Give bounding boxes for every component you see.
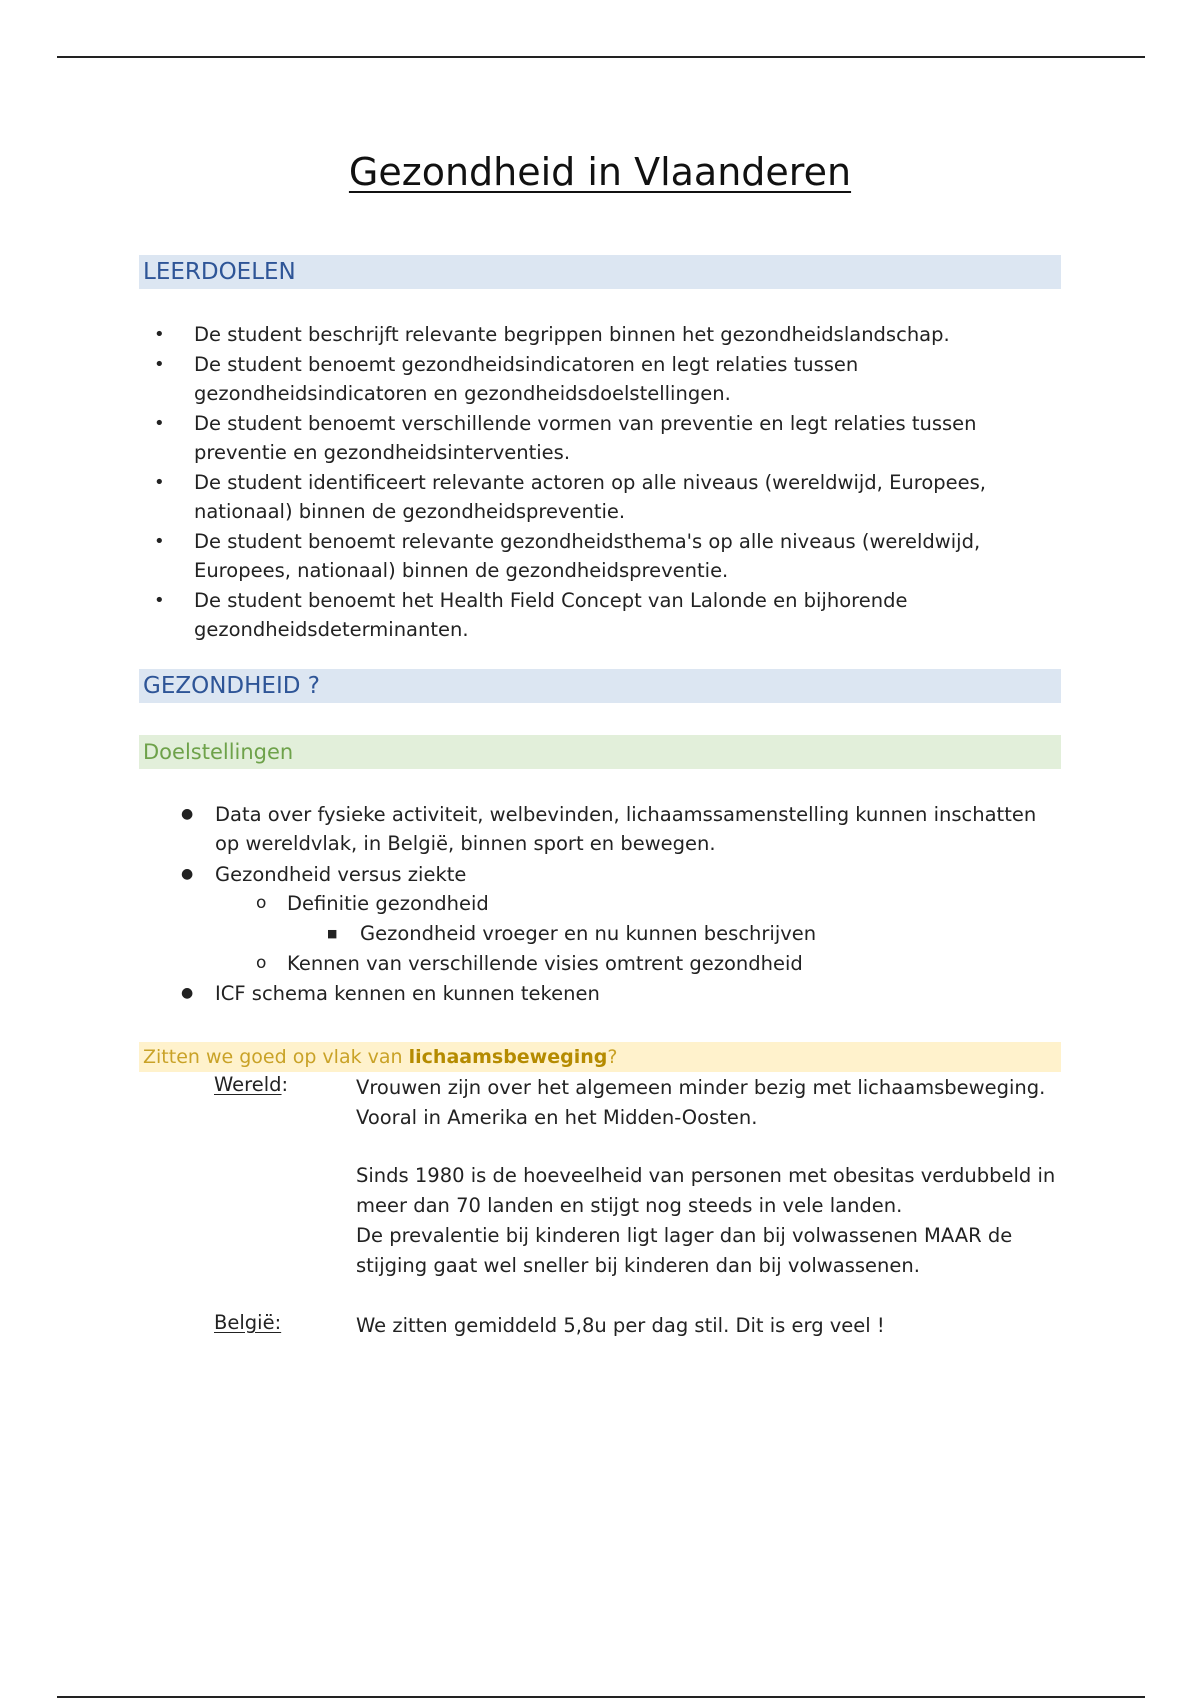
list-item: • De student benoemt het Health Field Concept van Lalonde en bijhorende gezondheidsdeterminanten. — [154, 586, 1034, 645]
section-heading-leerdoelen: LEERDOELEN — [139, 255, 1061, 289]
list-item: • De student beschrijft relevante begrippen binnen het gezondheidslandschap. — [154, 320, 1034, 350]
leerdoelen-list — [154, 320, 1034, 645]
belgie-paragraph: We zitten gemiddeld 5,8u per dag stil. Dit is erg veel ! — [356, 1314, 885, 1337]
wereld-label-colon: : — [281, 1073, 289, 1096]
subsection-heading-lichaamsbeweging — [139, 1042, 1061, 1072]
list-item: • De student benoemt verschillende vormen van preventie en legt relaties tussen preventie en gezondheidsinterventies. — [154, 409, 1034, 468]
bottom-rule — [57, 1696, 1145, 1698]
heading-highlight: lichaamsbeweging — [408, 1046, 608, 1068]
wereld-paragraph-2: Sinds 1980 is de hoeveelheid van personen met obesitas verdubbeld in meer dan 70 landen en stijgt nog steeds in vele landen. — [356, 1164, 1056, 1217]
top-rule — [57, 56, 1145, 58]
subsection-heading-doelstellingen: Doelstellingen — [139, 735, 1061, 769]
wereld-label — [214, 1073, 288, 1096]
objective-item: ● ICF schema kennen en kunnen tekenen — [215, 979, 600, 1008]
belgie-label: België: — [214, 1311, 282, 1334]
heading-prefix: Zitten we goed op vlak van — [143, 1046, 409, 1068]
list-item: • De student identificeert relevante actoren op alle niveaus (wereldwijd, Europees, nationaal) binnen de gezondheidspreventie. — [154, 468, 1034, 527]
objective-subitem: o Kennen van verschillende visies omtrent gezondheid — [287, 949, 803, 978]
objective-subitem: o Definitie gezondheid — [287, 889, 489, 918]
wereld-paragraph-3: De prevalentie bij kinderen ligt lager dan bij volwassenen MAAR de stijging gaat wel sneller bij kinderen dan bij volwassenen. — [356, 1224, 1013, 1277]
list-item: • De student benoemt gezondheidsindicatoren en legt relaties tussen gezondheidsindicatoren en gezondheidsdoelstellingen. — [154, 350, 1034, 409]
wereld-label-text: Wereld — [214, 1073, 282, 1096]
objective-item: ● Gezondheid versus ziekte — [215, 860, 466, 889]
list-item: • De student benoemt relevante gezondheidsthema's op alle niveaus (wereldwijd, Europees, nationaal) binnen de gezondheidspreventie. — [154, 527, 1034, 586]
objective-subsubitem: ■ Gezondheid vroeger en nu kunnen beschrijven — [360, 919, 816, 948]
document-title: Gezondheid in Vlaanderen — [348, 150, 852, 194]
section-heading-gezondheid: GEZONDHEID ? — [139, 669, 1061, 703]
objective-item: ● Data over fysieke activiteit, welbevinden, lichaamssamenstelling kunnen inschatten op wereldvlak, in België, binnen sport en bewegen. — [215, 800, 1045, 858]
heading-suffix: ? — [607, 1046, 618, 1068]
wereld-paragraph-1: Vrouwen zijn over het algemeen minder bezig met lichaamsbeweging. Vooral in Amerika en het Midden-Oosten. — [356, 1076, 1046, 1129]
